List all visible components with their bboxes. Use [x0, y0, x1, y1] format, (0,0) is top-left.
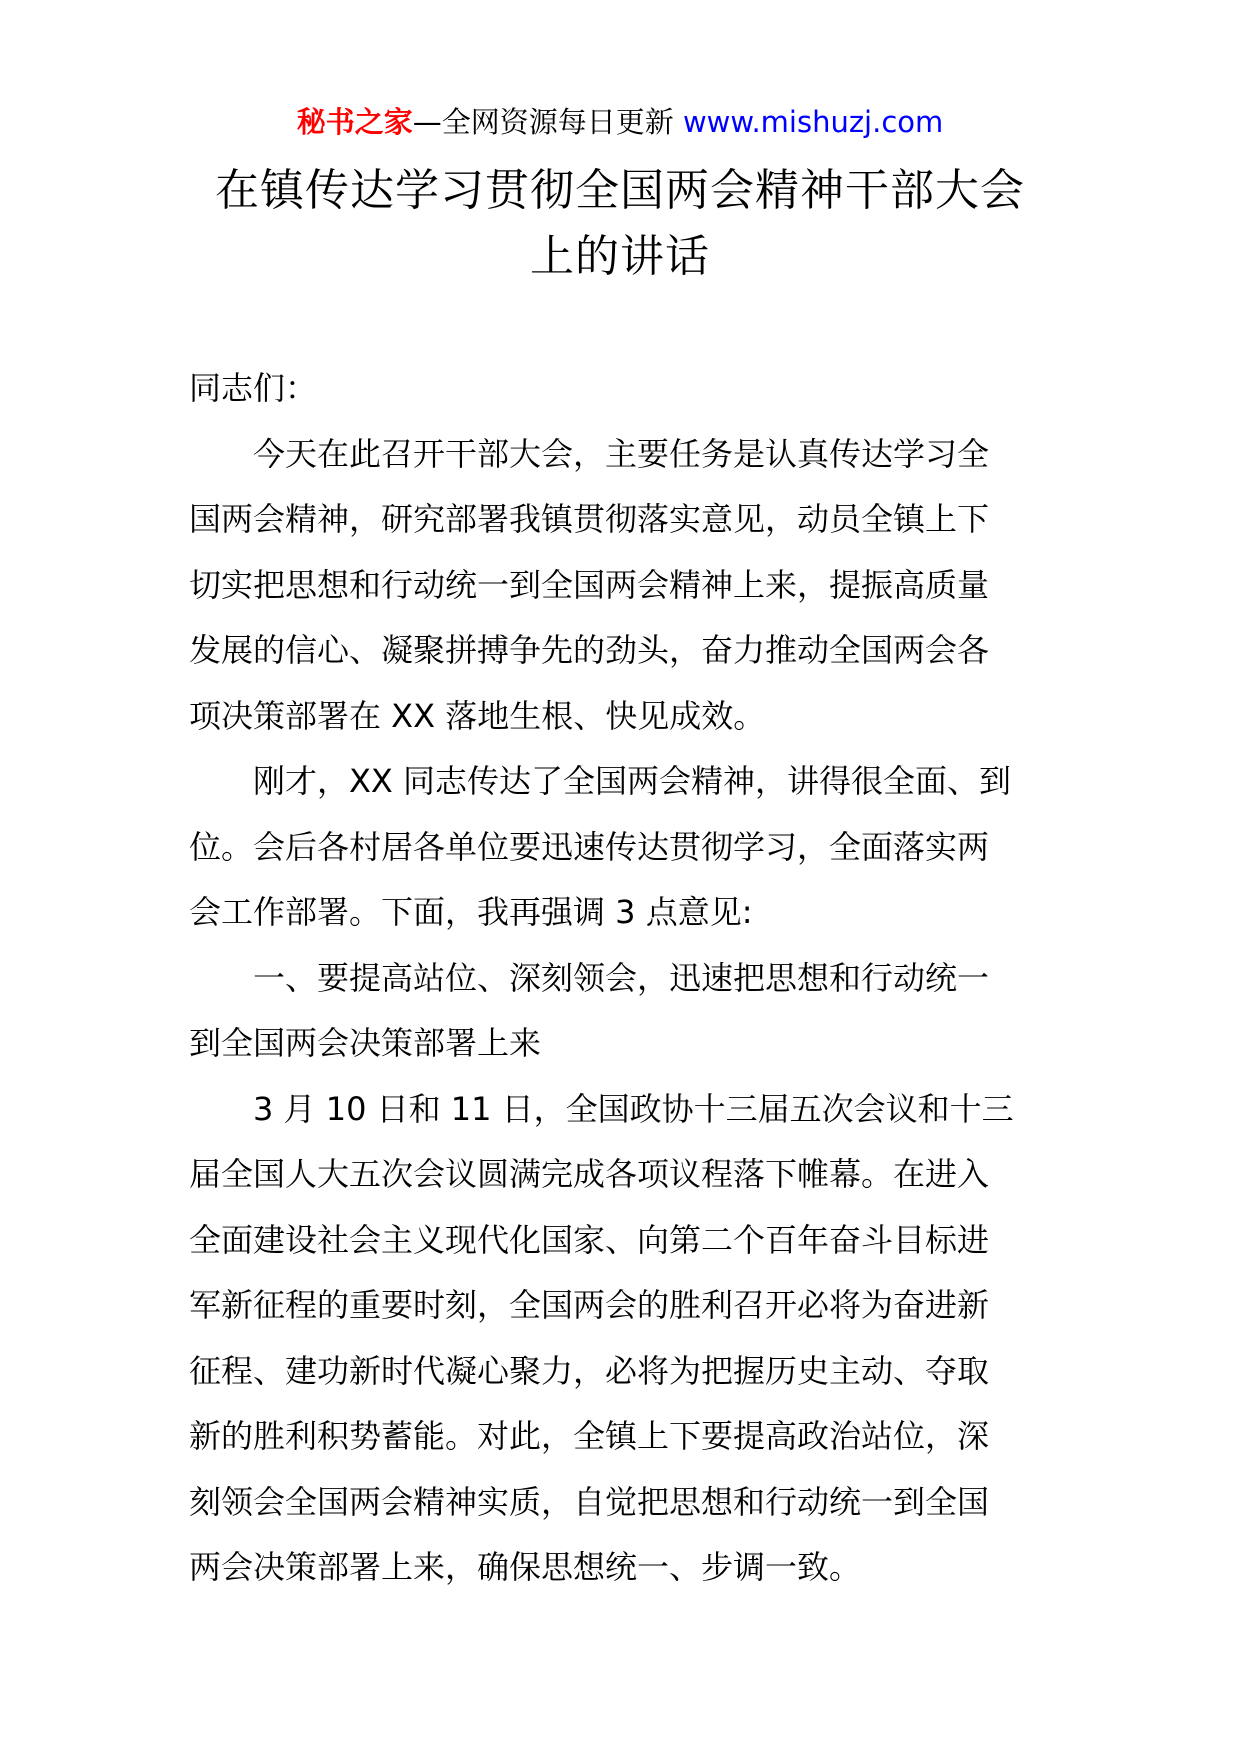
paragraph-line: 两会决策部署上来，确保思想统一、步调一致。 [189, 1548, 862, 1586]
paragraph-line: 军新征程的重要时刻，全国两会的胜利召开必将为奋进新 [189, 1286, 990, 1324]
title-line-1: 在镇传达学习贯彻全国两会精神干部大会 [215, 165, 1025, 216]
site-url-link[interactable]: www.mishuzj.com [682, 105, 944, 139]
header-tagline: —全网资源每日更新 [412, 105, 683, 139]
paragraph-line: 会工作部署。下面，我再强调 3 点意见: [189, 893, 753, 931]
title-line-2: 上的讲话 [530, 231, 710, 282]
paragraph-line: 征程、建功新时代凝心聚力，必将为把握历史主动、夺取 [189, 1351, 990, 1390]
paragraph-line: 国两会精神，研究部署我镇贯彻落实意见，动员全镇上下 [189, 500, 990, 538]
brand-name: 秘书之家 [296, 105, 413, 139]
salutation: 同志们： [189, 369, 318, 407]
section-heading-line: 到全国两会决策部署上来 [189, 1024, 542, 1062]
paragraph-line: 切实把思想和行动统一到全国两会精神上来，提振高质量 [189, 565, 990, 604]
paragraph-line: 位。会后各村居各单位要迅速传达贯彻学习，全面落实两 [189, 827, 990, 866]
paragraph-line: 项决策部署在 XX 落地生根、快见成效。 [189, 696, 766, 735]
paragraph-line: 刚才，XX 同志传达了全国两会精神，讲得很全面、到 [253, 762, 1012, 800]
paragraph-line: 新的胜利积势蓄能。对此，全镇上下要提高政治站位，深 [189, 1417, 990, 1455]
document-title [150, 158, 1090, 290]
document-body [189, 356, 1059, 1601]
paragraph-line: 全面建设社会主义现代化国家、向第二个百年奋斗目标进 [189, 1220, 990, 1259]
paragraph-line: 刻领会全国两会精神实质，自觉把思想和行动统一到全国 [189, 1482, 990, 1521]
paragraph-line: 3 月 10 日和 11 日，全国政协十三届五次会议和十三 [253, 1089, 1014, 1128]
site-header [0, 100, 1240, 144]
paragraph-line: 发展的信心、凝聚拼搏争先的劲头，奋力推动全国两会各 [189, 631, 990, 669]
section-heading-line: 一、要提高站位、深刻领会，迅速把思想和行动统一 [253, 958, 990, 997]
paragraph-line: 届全国人大五次会议圆满完成各项议程落下帷幕。在进入 [189, 1155, 990, 1193]
paragraph-line: 今天在此召开干部大会，主要任务是认真传达学习全 [253, 434, 990, 473]
